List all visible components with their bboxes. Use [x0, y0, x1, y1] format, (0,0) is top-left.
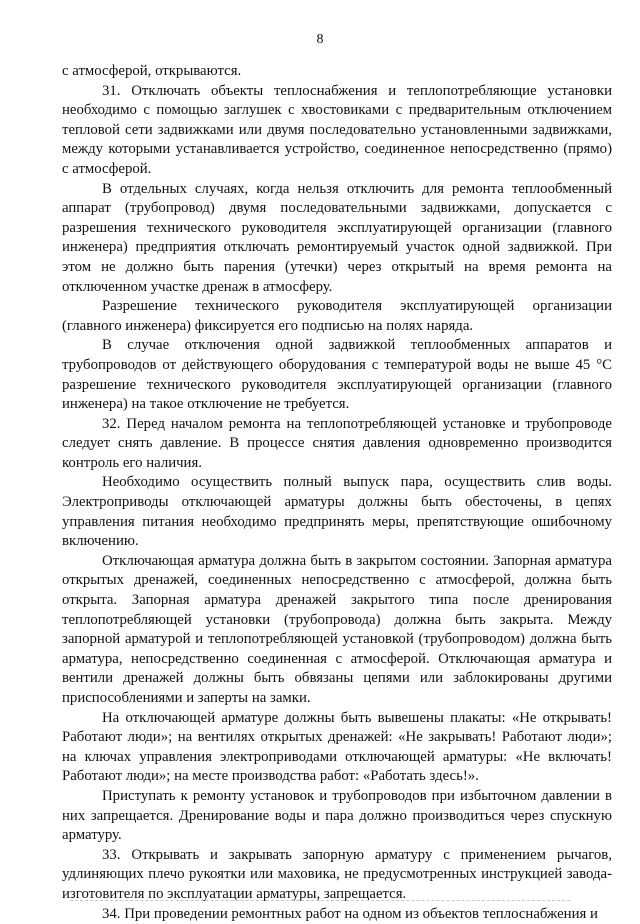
paragraph-steam-release: Необходимо осуществить полный выпуск пара, осуществить слив воды. Электроприводы отключающей арматуры должны быть обесточены, в цепях управления питания необходимо предпринять меры, препятствующие ошибочному включению. [62, 474, 612, 550]
paragraph-valve-state: Отключающая арматура должна быть в закрытом состоянии. Запорная арматура открытых дренажей, соединенных непосредственно с атмосферой, должна быть открыта. Запорная арматура дренажей закрытого типа после дренирования теплопотребляющей установки (трубопровода) должна быть закрыта. Между запорной арматурой и теплопотребляющей установкой (трубопроводом) должна быть арматура, непосредственно соединенная с атмосферой. Отключающая арматура и вентили дренажей должны быть обвязаны цепями или заблокированы другими приспособлениями и заперты на замки. [62, 552, 612, 706]
paragraph-warning-posters: На отключающей арматуре должны быть вывешены плакаты: «Не открывать! Работают люди»; на вентилях открытых дренажей: «Не закрывать! Работают люди»; на ключах управления электроприводами отключающей арматуры: «Не включать! Работают люди»; на месте производства работ: «Работать здесь!». [62, 709, 612, 785]
paragraph-overpressure-prohibition: Приступать к ремонту установок и трубопроводов при избыточном давлении в них запрещается. Дренирование воды и пара должно производиться через спускную арматуру. [62, 787, 612, 844]
paragraph-32: 32. Перед началом ремонта на теплопотребляющей установке и трубопроводе следует снять давление. В процессе снятия давления одновременно производится контроль его наличия. [62, 415, 612, 471]
page-bottom-edge [70, 900, 570, 901]
paragraph-34: 34. При проведении ремонтных работ на одном из объектов теплоснабжения и [102, 905, 598, 922]
paragraph-low-temperature-exception: В случае отключения одной задвижкой теплообменных аппаратов и трубопроводов от действующего оборудования с температурой воды не выше 45 °С разрешение технического руководителя эксплуатирующей организации (главного инженера) на такое отключение не требуется. [62, 337, 612, 413]
paragraph-permit-signature: Разрешение технического руководителя эксплуатирующей организации (главного инженера) фиксируется его подписью на полях наряда. [62, 298, 612, 334]
document-body [62, 62, 612, 924]
paragraph-continuation: с атмосферой, открываются. [62, 63, 242, 79]
page-number: 8 [316, 32, 324, 47]
paragraph-31: 31. Отключать объекты теплоснабжения и теплопотребляющие установки необходимо с помощью заглушек с хвостовиками с предварительным отключением тепловой сети задвижками или двумя последовательно установленными задвижками, между которыми устанавливается устройство, соединенное непосредственно (прямо) с атмосферой. [62, 82, 612, 177]
paragraph-single-valve-exception: В отдельных случаях, когда нельзя отключить для ремонта теплообменный аппарат (трубопровод) двумя последовательными задвижками, допускается с разрешения технического руководителя эксплуатирующей организации (главного инженера) предприятия отключать ремонтируемый участок одной задвижкой. При этом не должно быть парения (утечки) через открытый на время ремонта на отключенном участке дренаж в атмосферу. [62, 180, 612, 295]
paragraph-33: 33. Открывать и закрывать запорную арматуру с применением рычагов, удлиняющих плечо рукоятки или маховика, не предусмотренных инструкцией завода-изготовителя по эксплуатации арматуры, запрещается. [62, 846, 612, 902]
